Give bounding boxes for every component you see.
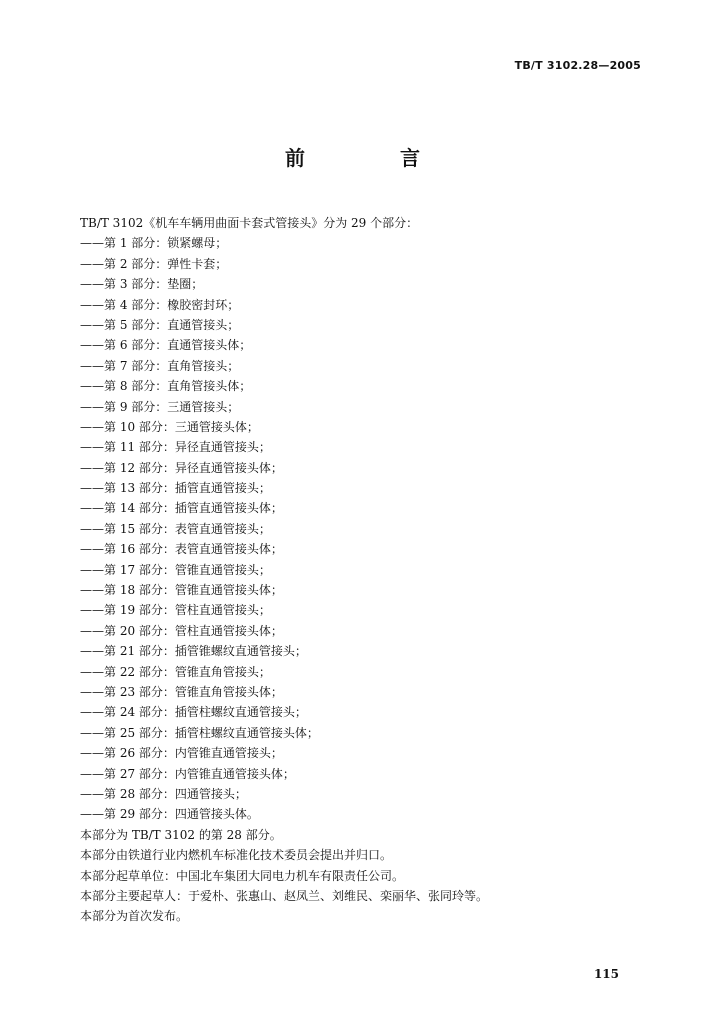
list-item: ——第 3 部分：垫圈； xyxy=(80,277,204,292)
list-item: ——第 12 部分：异径直通管接头体； xyxy=(80,460,283,475)
foreword-body xyxy=(80,213,640,927)
list-item: ——第 9 部分：三通管接头； xyxy=(80,399,240,414)
list-item: ——第 18 部分：管锥直通管接头体； xyxy=(80,583,283,598)
parts-list xyxy=(80,233,640,824)
list-item: ——第 22 部分：管锥直角管接头； xyxy=(80,664,271,679)
list-item: ——第 1 部分：锁紧螺母； xyxy=(80,236,228,251)
list-item: ——第 4 部分：橡胶密封环； xyxy=(80,297,240,312)
list-item: ——第 8 部分：直角管接头体； xyxy=(80,379,252,394)
list-item: ——第 5 部分：直通管接头； xyxy=(80,317,240,332)
list-item: ——第 24 部分：插管柱螺纹直通管接头； xyxy=(80,705,307,720)
proposer-statement: 本部分由铁道行业内燃机车标准化技术委员会提出并归口。 xyxy=(80,848,393,863)
list-item: ——第 11 部分：异径直通管接头； xyxy=(80,440,271,455)
part-statement: 本部分为 TB/T 3102 的第 28 部分。 xyxy=(80,827,282,842)
list-item: ——第 21 部分：插管锥螺纹直通管接头； xyxy=(80,644,307,659)
page-title: 前 言 xyxy=(285,146,464,170)
drafting-unit-statement: 本部分起草单位：中国北车集团大同电力机车有限责任公司。 xyxy=(80,868,405,883)
list-item: ——第 29 部分：四通管接头体。 xyxy=(80,807,259,822)
list-item: ——第 20 部分：管柱直通管接头体； xyxy=(80,623,283,638)
list-item: ——第 28 部分：四通管接头； xyxy=(80,786,247,801)
list-item: ——第 6 部分：直通管接头体； xyxy=(80,338,252,353)
list-item: ——第 23 部分：管锥直角管接头体； xyxy=(80,684,283,699)
list-item: ——第 25 部分：插管柱螺纹直通管接头体； xyxy=(80,725,319,740)
list-item: ——第 26 部分：内管锥直通管接头； xyxy=(80,746,283,761)
release-statement: 本部分为首次发布。 xyxy=(80,909,189,924)
intro-paragraph: TB/T 3102《机车车辆用曲面卡套式管接头》分为 29 个部分： xyxy=(80,216,419,230)
list-item: ——第 27 部分：内管锥直通管接头体； xyxy=(80,766,295,781)
drafters-statement: 本部分主要起草人：于爱朴、张惠山、赵凤兰、刘维民、栾丽华、张同玲等。 xyxy=(80,888,489,903)
list-item: ——第 10 部分：三通管接头体； xyxy=(80,419,259,434)
list-item: ——第 13 部分：插管直通管接头； xyxy=(80,481,271,496)
list-item: ——第 7 部分：直角管接头； xyxy=(80,358,240,373)
list-item: ——第 16 部分：表管直通管接头体； xyxy=(80,542,283,557)
list-item: ——第 17 部分：管锥直通管接头； xyxy=(80,562,271,577)
list-item: ——第 2 部分：弹性卡套； xyxy=(80,256,228,271)
list-item: ——第 14 部分：插管直通管接头体； xyxy=(80,501,283,516)
list-item: ——第 15 部分：表管直通管接头； xyxy=(80,521,271,536)
page-number: 115 xyxy=(593,967,619,981)
document-code-header: TB/T 3102.28—2005 xyxy=(514,59,641,72)
list-item: ——第 19 部分：管柱直通管接头； xyxy=(80,603,271,618)
